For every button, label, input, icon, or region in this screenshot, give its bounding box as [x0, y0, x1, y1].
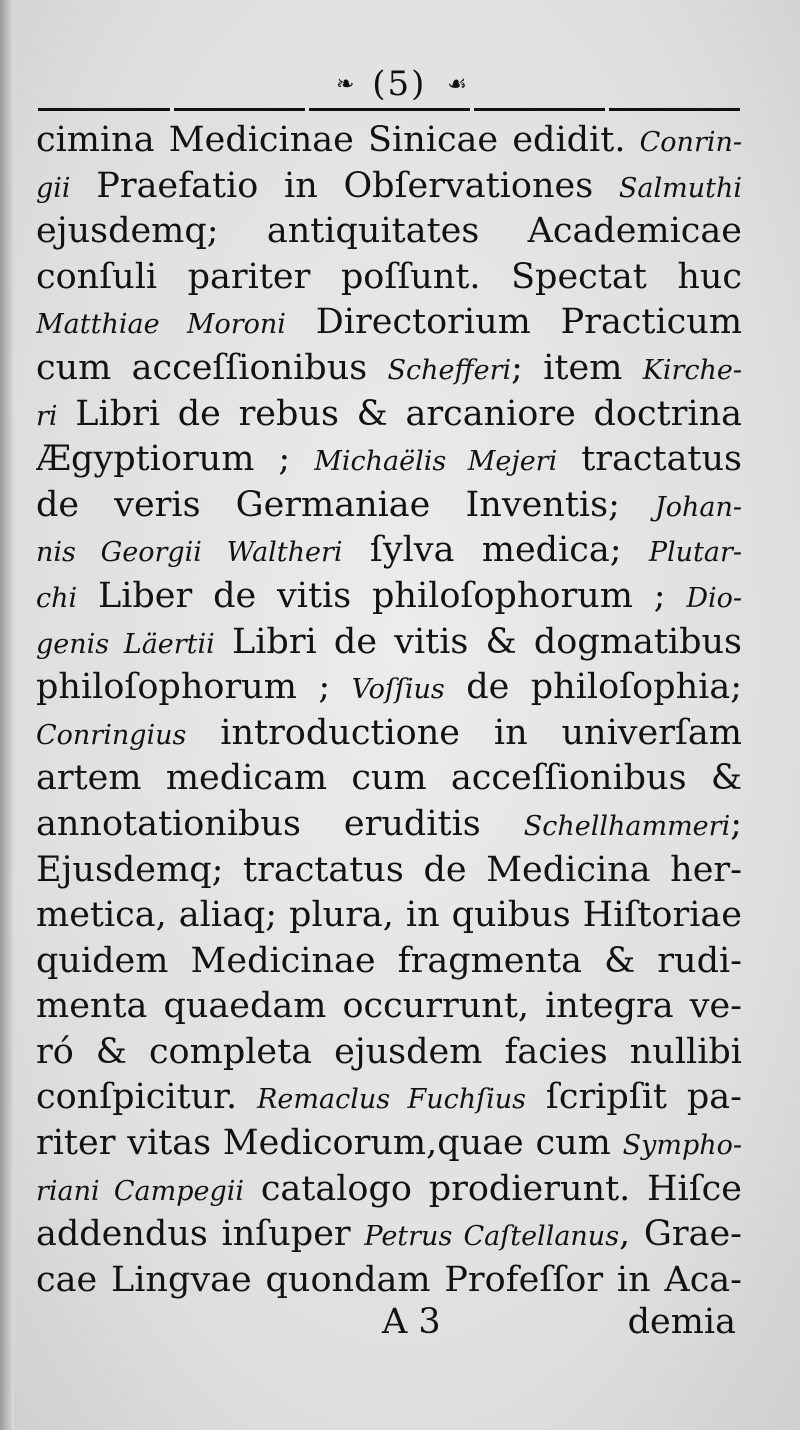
- text-line: [36, 437, 742, 483]
- header-rule: [38, 108, 740, 111]
- text-run: tractatus: [557, 439, 742, 480]
- text-line: [36, 1167, 742, 1213]
- text-run: ejusdemq; antiquitates Academicae: [36, 211, 742, 252]
- text-line: [36, 1212, 742, 1258]
- text-run: Praefatio in Obſervationes: [70, 165, 619, 206]
- running-header: [0, 62, 800, 112]
- text-run: riter vitas Medicorum,quae cum: [36, 1123, 623, 1164]
- text-line: [36, 392, 742, 438]
- italic-name: Matthiae Moroni: [36, 309, 286, 341]
- text-line: [36, 1121, 742, 1167]
- text-run: ; item: [511, 347, 643, 388]
- italic-name: Plutar-: [648, 537, 742, 569]
- italic-name: chi: [36, 582, 78, 614]
- text-run: ;: [730, 803, 742, 844]
- page-number: (5): [372, 64, 427, 104]
- ornament-left-icon: ❧: [336, 71, 352, 97]
- text-line: [36, 1075, 742, 1121]
- rule-gap: [470, 108, 474, 111]
- rule-gap: [605, 108, 609, 111]
- body-text: [36, 118, 742, 1303]
- text-line: [36, 346, 742, 392]
- text-line: [36, 711, 742, 757]
- text-line: [36, 1258, 742, 1304]
- text-run: quidem Medicinae fragmenta & rudi-: [36, 940, 742, 981]
- italic-name: nis Georgii Waltheri: [36, 537, 343, 569]
- catchword: demia: [627, 1302, 736, 1342]
- text-run: de veris Germaniae Inventis;: [36, 484, 655, 525]
- italic-name: Schellhammeri: [523, 810, 731, 842]
- text-run: addendus inſuper: [36, 1214, 365, 1255]
- text-run: Directorium Practicum: [285, 302, 742, 343]
- text-line: [36, 802, 742, 848]
- text-line: [36, 255, 742, 301]
- italic-name: Michaëlis Mejeri: [314, 446, 558, 478]
- text-run: conſuli pariter poſſunt. Spectat huc: [36, 256, 742, 297]
- italic-name: Johan-: [654, 491, 742, 523]
- italic-name: ri: [36, 400, 58, 432]
- text-run: Libri de rebus & arcaniore doctrina: [57, 393, 742, 434]
- text-run: cimina Medicinae Sinicae edidit.: [36, 120, 640, 160]
- text-run: ſylva medica;: [342, 530, 649, 571]
- text-run: Libri de vitis & dogmatibus: [214, 621, 742, 662]
- italic-name: Remaclus Fuchſius: [257, 1084, 526, 1116]
- text-line: [36, 574, 742, 620]
- italic-name: Dio-: [686, 582, 742, 614]
- text-line: [36, 1030, 742, 1076]
- text-run: , Grae-: [619, 1214, 742, 1255]
- text-run: catalogo prodierunt. Hiſce: [244, 1168, 742, 1209]
- text-run: ſcripſit pa-: [525, 1077, 742, 1118]
- text-run: Ejusdemq; tractatus de Medicina her-: [36, 849, 742, 890]
- italic-name: riani Campegii: [36, 1175, 245, 1207]
- rule-gap: [305, 108, 309, 111]
- text-line: [36, 164, 742, 210]
- text-run: conſpicitur.: [36, 1077, 258, 1118]
- text-run: cum acceſſionibus: [36, 347, 388, 388]
- rule-gap: [170, 108, 174, 111]
- text-line: [36, 118, 742, 164]
- text-line: [36, 756, 742, 802]
- text-run: cae Lingvae quondam Profeſſor in Aca-: [36, 1259, 742, 1300]
- italic-name: Salmuthi: [618, 172, 742, 204]
- text-run: Liber de vitis philoſophorum ;: [77, 575, 687, 616]
- text-line: [36, 939, 742, 985]
- text-run: Ægyptiorum ;: [36, 439, 315, 480]
- italic-name: Sympho-: [622, 1130, 742, 1162]
- italic-name: Conrin-: [639, 127, 742, 158]
- text-run: menta quaedam occurrunt, integra ve-: [36, 986, 742, 1027]
- text-run: artem medicam cum acceſſionibus &: [36, 758, 742, 799]
- text-line: [36, 483, 742, 529]
- text-line: [36, 209, 742, 255]
- text-run: philoſophorum ;: [36, 667, 352, 708]
- text-run: metica, aliaq; plura, in quibus Hiſtoriae: [36, 895, 742, 936]
- text-line: [36, 984, 742, 1030]
- ornament-right-icon: ☙: [447, 71, 464, 97]
- text-line: [36, 848, 742, 894]
- text-line: [36, 528, 742, 574]
- signature-mark: A 3: [382, 1302, 441, 1342]
- text-line: [36, 300, 742, 346]
- italic-name: Voſſius: [351, 674, 445, 706]
- page-footer: [0, 1302, 800, 1352]
- text-run: ró & completa ejusdem facies nullibi: [36, 1031, 742, 1072]
- italic-name: gii: [36, 172, 71, 204]
- text-run: annotationibus eruditis: [36, 803, 524, 844]
- text-line: [36, 893, 742, 939]
- italic-name: Petrus Caſtellanus: [364, 1221, 620, 1253]
- text-line: [36, 665, 742, 711]
- text-run: introductione in univerſam: [186, 712, 742, 753]
- italic-name: Kirche-: [642, 354, 742, 386]
- italic-name: Conringius: [36, 719, 187, 751]
- page-binding-edge: [0, 0, 14, 1430]
- italic-name: genis Läertii: [36, 628, 215, 660]
- text-line: [36, 620, 742, 666]
- text-run: de philoſophia;: [444, 667, 742, 708]
- italic-name: Schefferi: [387, 354, 512, 386]
